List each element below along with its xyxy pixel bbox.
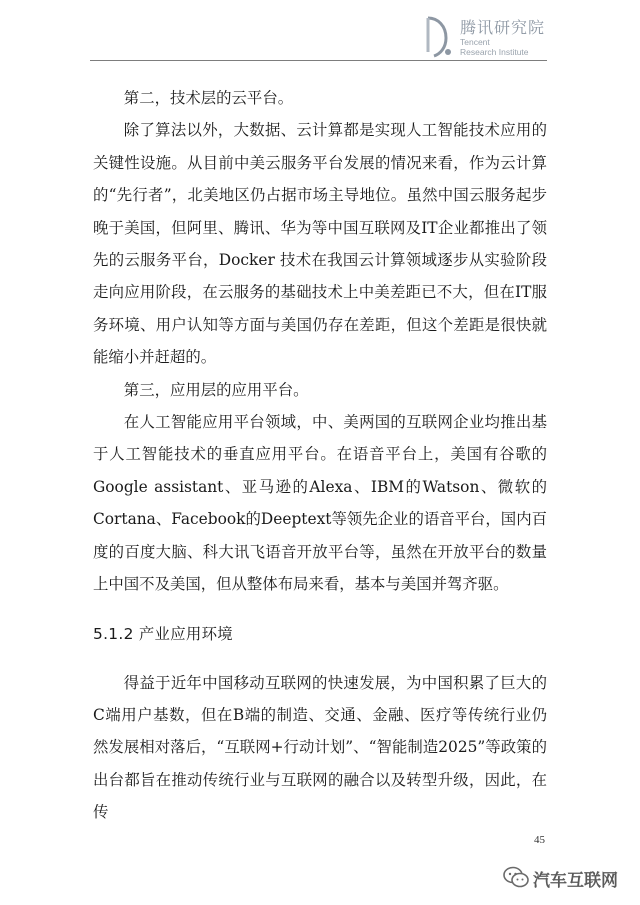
paragraph-tech-layer-heading: 第二，技术层的云平台。 bbox=[123, 89, 294, 107]
tencent-research-logo bbox=[424, 14, 584, 60]
paragraph-industry-environment: 得益于近年中国移动互联网的快速发展，为中国积累了巨大的C端用户基数，但在B端的制造、交通、金融、医疗等传统行业仍然发展相对落后，“互联网+行动计划”、“智能制造2025”等政策的出台都旨在推动传统行业与互联网的融合以及转型升级，因此，在传 bbox=[93, 673, 547, 822]
paragraph-application-platforms: 在人工智能应用平台领域，中、美两国的互联网企业均推出基于人工智能技术的垂直应用平台。在语音平台上，美国有谷歌的Google assistant、亚马逊的Alexa、IBM的Watson、微软的Cortana、Facebook的Deeptext等领先企业的语音平台，国内百度的百度大脑、科大讯飞语音开放平台等，虽然在开放平台的数量上中国不及美国，但从整体布局来看，基本与美国并驾齐驱。 bbox=[93, 413, 547, 594]
watermark bbox=[503, 862, 633, 892]
logo-name: 腾讯研究院 bbox=[460, 18, 546, 37]
paragraph-application-layer-heading: 第三，应用层的应用平台。 bbox=[123, 380, 309, 399]
header-divider bbox=[90, 60, 547, 61]
watermark-text: 汽车互联网 bbox=[533, 871, 618, 891]
section-heading: 5.1.2 产业应用环境 bbox=[93, 624, 233, 643]
page-body bbox=[93, 82, 547, 829]
logo-en-line1: Tencent bbox=[460, 37, 490, 47]
logo-en-line2: Research Institute bbox=[460, 47, 529, 57]
paragraph-cloud-platform: 除了算法以外，大数据、云计算都是实现人工智能技术应用的关键性设施。从目前中美云服务平台发展的情况来看，作为云计算的“先行者”，北美地区仍占据市场主导地位。虽然中国云服务起步晚于美国，但阿里、腾讯、华为等中国互联网及IT企业都推出了领先的云服务平台，Docker 技术在我国云计算领域逐步从实验阶段走向应用阶段，在云服务的基础技术上中美差距已不大，但在IT服务环境、用户认知等方面与美国仍存在差距，但这个差距是很快就能缩小并赶超的。 bbox=[93, 121, 547, 367]
page-number: 45 bbox=[534, 834, 545, 846]
wechat-icon bbox=[503, 865, 529, 889]
tencent-logo-icon bbox=[424, 14, 454, 58]
